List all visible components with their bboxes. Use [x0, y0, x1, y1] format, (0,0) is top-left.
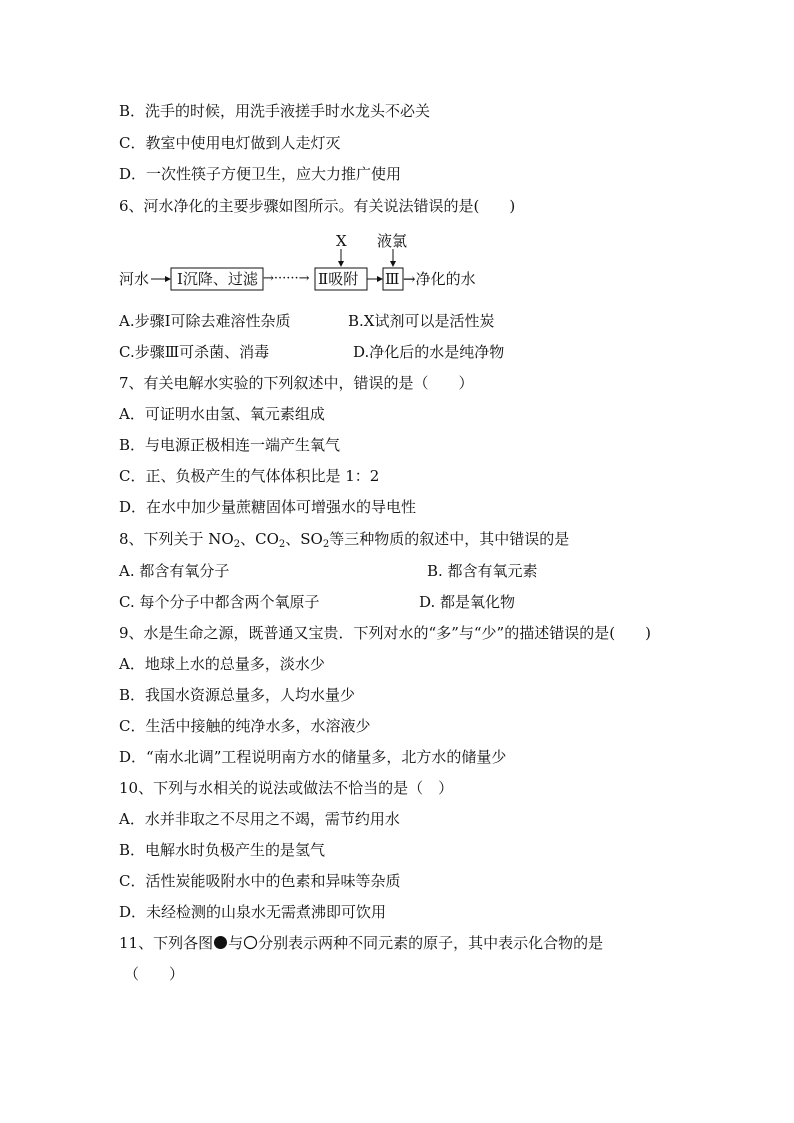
q11-stem-mid: 与 — [228, 934, 244, 952]
q8-option-a: A. 都含有氧分子 — [119, 562, 230, 580]
q8-sub-3: 2 — [322, 539, 330, 550]
q8-stem-pre: 8、下列关于 NO — [119, 530, 234, 548]
diagram-lines — [119, 228, 519, 300]
q6-option-a: A.步骤Ⅰ可除去难溶性杂质 — [119, 312, 291, 330]
q8-stem-post: 等三种物质的叙述中，其中错误的是 — [329, 530, 570, 548]
diagram-reagent-chlorine: 液氯 — [377, 232, 408, 250]
q8-option-c: C. 每个分子中都含两个氧原子 — [119, 593, 320, 611]
q10-option-a: A．水并非取之不尽用之不竭，需节约用水 — [119, 810, 400, 828]
q11-answer-paren: （ ） — [124, 965, 185, 983]
q9-option-b: B．我国水资源总量多，人均水量少 — [119, 686, 356, 704]
q8-option-b: B. 都含有氧元素 — [427, 562, 538, 580]
diagram-step3: Ⅲ — [385, 270, 400, 288]
q11-stem-pre: 11、下列各图 — [119, 934, 214, 952]
diagram-reagent-x: X — [336, 232, 347, 250]
q8-sub-1: 2 — [233, 539, 241, 550]
q5-option-d: D．一次性筷子方便卫生，应大力推广使用 — [119, 165, 402, 183]
q11-stem — [119, 933, 603, 953]
filled-circle-icon — [213, 935, 228, 950]
q7-option-a: A．可证明水由氢、氧元素组成 — [119, 405, 325, 423]
q7-option-b: B．与电源正极相连一端产生氧气 — [119, 436, 341, 454]
q9-stem: 9、水是生命之源，既普通又宝贵．下列对水的“多”与“少”的描述错误的是( ) — [119, 624, 651, 642]
q11-stem-post: 分别表示两种不同元素的原子，其中表示化合物的是 — [258, 934, 604, 952]
q7-option-d: D．在水中加少量蔗糖固体可增强水的导电性 — [119, 498, 417, 516]
q9-option-a: A．地球上水的总量多，淡水少 — [119, 655, 325, 673]
q6-option-d: D.净化后的水是纯净物 — [353, 343, 505, 361]
q8-option-d: D. 都是氧化物 — [419, 593, 516, 611]
q10-option-c: C．活性炭能吸附水中的色素和异味等杂质 — [119, 872, 401, 890]
q8-stem — [119, 529, 569, 549]
q10-option-d: D．未经检测的山泉水无需煮沸即可饮用 — [119, 903, 387, 921]
q9-option-c: C．生活中接触的纯净水多，水溶液少 — [119, 717, 371, 735]
q5-option-c: C．教室中使用电灯做到人走灯灭 — [119, 134, 341, 152]
diagram-step2: Ⅱ吸附 — [318, 270, 359, 288]
q5-option-b: B．洗手的时候，用洗手液搓手时水龙头不必关 — [119, 102, 431, 120]
q7-stem: 7、有关电解水实验的下列叙述中，错误的是（ ） — [119, 374, 474, 392]
q8-sub-2: 2 — [278, 539, 286, 550]
diagram-result: →净化的水 — [403, 270, 476, 288]
q8-stem-mid2: 、SO — [285, 530, 323, 548]
q6-stem: 6、河水净化的主要步骤如图所示。有关说法错误的是( ) — [119, 197, 516, 215]
water-purification-diagram — [119, 228, 519, 300]
diagram-dots-arrow: →······→ — [263, 271, 310, 286]
q10-stem: 10、下列与水相关的说法或做法不恰当的是（ ） — [119, 779, 454, 797]
diagram-source: 河水 — [119, 270, 150, 288]
diagram-step1: Ⅰ沉降、过滤 — [177, 270, 258, 288]
q7-option-c: C．正、负极产生的气体体积比是 1：2 — [119, 467, 380, 485]
q10-option-b: B．电解水时负极产生的是氢气 — [119, 841, 326, 859]
q6-option-c: C.步骤Ⅲ可杀菌、消毒 — [119, 343, 270, 361]
q8-stem-mid1: 、CO — [240, 530, 279, 548]
q9-option-d: D．“南水北调”工程说明南方水的储量多，北方水的储量少 — [119, 748, 507, 766]
hollow-circle-icon — [243, 935, 258, 950]
q6-option-b: B.X试剂可以是活性炭 — [348, 312, 495, 330]
